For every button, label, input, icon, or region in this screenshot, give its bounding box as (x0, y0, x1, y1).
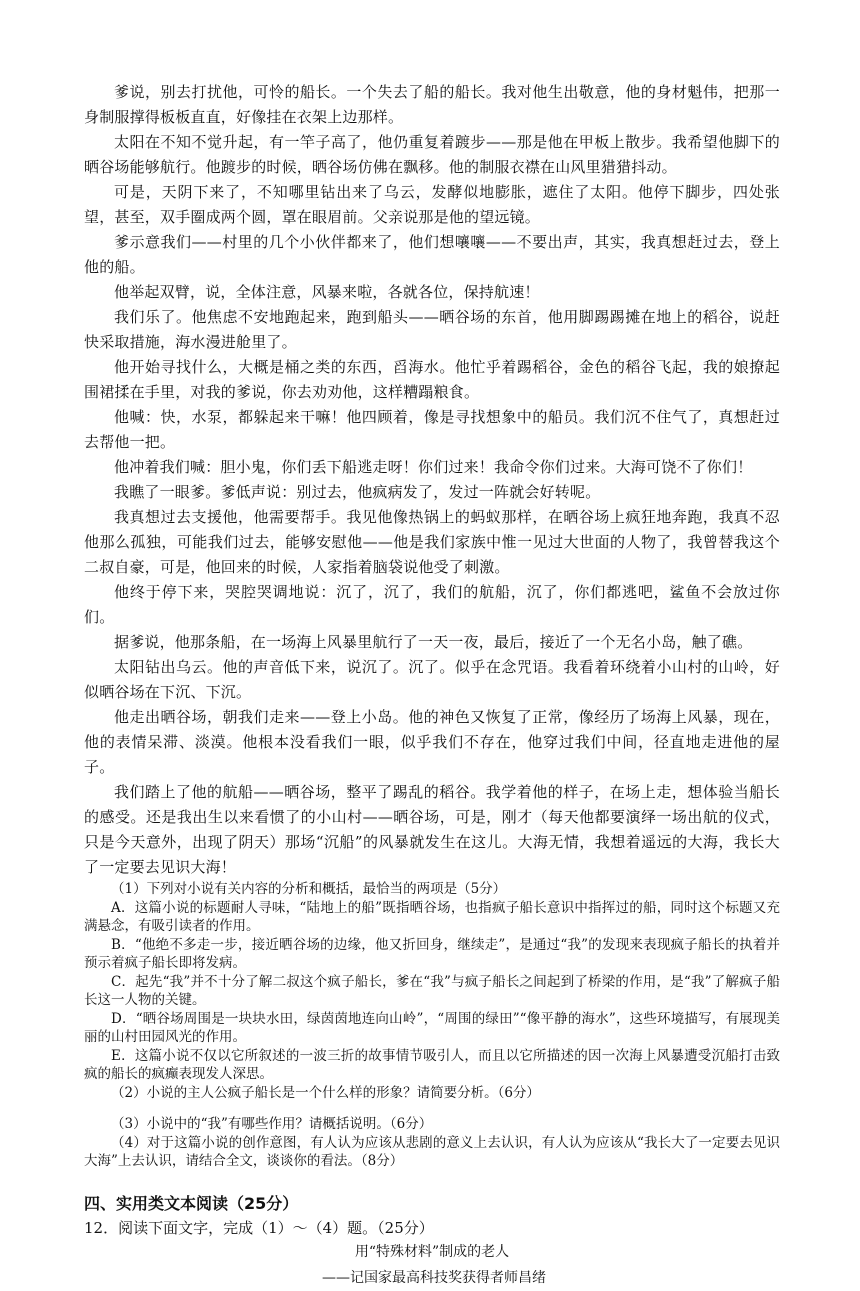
story-paragraph: 他冲着我们喊：胆小鬼，你们丢下船逃走呀！你们过来！我命令你们过来。大海可饶不了你们！ (114, 458, 753, 476)
article-title: 用“特殊材料”制成的老人 (354, 1243, 510, 1260)
story-paragraph: 他走出晒谷场，朝我们走来——登上小岛。他的神色又恢复了正常，像经历了场海上风暴，现在，他的表情呆滞、淡漠。他根本没看我们一眼，似乎我们不存在，他穿过我们中间，径直地走进他的屋子。 (84, 708, 780, 776)
option-a: A．这篇小说的标题耐人寻味，“陆地上的船”既指晒谷场，也指疯子船长意识中指挥过的船，同时这个标题又充满悬念，有吸引读者的作用。 (84, 899, 780, 934)
story-paragraph: 他喊：快，水泵，都躲起来干嘛！他四顾着，像是寻找想象中的船员。我们沉不住气了，真想赶过去帮他一把。 (84, 408, 780, 451)
question-3: （3）小说中的“我”有哪些作用？请概括说明。（6分） (111, 1116, 433, 1132)
document-page (84, 80, 780, 1291)
story-paragraph: 据爹说，他那条船，在一场海上风暴里航行了一天一夜，最后，接近了一个无名小岛，触了礁。 (114, 633, 753, 651)
story-text (84, 80, 780, 880)
story-paragraph: 他开始寻找什么，大概是桶之类的东西，舀海水。他忙乎着踢稻谷，金色的稻谷飞起，我的娘撩起围裙揉在手里，对我的爹说，你去劝劝他，这样糟蹋粮食。 (84, 358, 780, 401)
story-paragraph: 他终于停下来，哭腔哭调地说：沉了，沉了，我们的航船，沉了，你们都逃吧，鲨鱼不会放过你们。 (84, 583, 780, 626)
story-paragraph: 可是，天阴下来了，不知哪里钻出来了乌云，发酵似地膨胀，遮住了太阳。他停下脚步，四处张望，甚至，双手圈成两个圆，罩在眼眉前。父亲说那是他的望远镜。 (84, 183, 780, 226)
story-paragraph: 爹说，别去打扰他，可怜的船长。一个失去了船的船长。我对他生出敬意，他的身材魁伟，把那一身制服撑得板板直直，好像挂在衣架上边那样。 (84, 83, 780, 126)
story-paragraph: 太阳钻出乌云。他的声音低下来，说沉了。沉了。似乎在念咒语。我看着环绕着小山村的山岭，好似晒谷场在下沉、下沉。 (84, 658, 780, 701)
option-e: E．这篇小说不仅以它所叙述的一波三折的故事情节吸引人，而且以它所描述的因一次海上风暴遭受沉船打击致疯的船长的疯癫表现发人深思。 (84, 1047, 780, 1082)
story-paragraph: 他举起双臂，说，全体注意，风暴来啦，各就各位，保持航速！ (114, 283, 540, 301)
story-paragraph: 爹示意我们——村里的几个小伙伴都来了，他们想嚷嚷——不要出声，其实，我真想赶过去，登上他的船。 (84, 233, 780, 276)
story-paragraph: 我们乐了。他焦虑不安地跑起来，跑到船头——晒谷场的东首，他用脚踢踢摊在地上的稻谷，说赶快采取措施，海水漫进舱里了。 (84, 308, 780, 351)
question-4: （4）对于这篇小说的创作意图，有人认为应该从悲剧的意义上去认识，有人认为应该从“我长大了一定要去见识大海”上去认识，请结合全文，谈谈你的看法。（8分） (84, 1134, 780, 1169)
option-d: D．“晒谷场周围是一块块水田，绿茵茵地连向山岭”，“周围的绿田”“像平静的海水”，这些环境描写，有展现美丽的山村田园风光的作用。 (84, 1010, 780, 1045)
question-2: （2）小说的主人公疯子船长是一个什么样的形象？请简要分析。（6分） (111, 1084, 540, 1101)
option-b: B．“他绝不多走一步，接近晒谷场的边缘，他又折回身，继续走”，是通过“我”的发现来表现疯子船长的执着并预示着疯子船长即将发病。 (84, 936, 780, 971)
story-paragraph: 我瞧了一眼爹。爹低声说：别过去，他疯病发了，发过一阵就会好转呢。 (114, 483, 601, 501)
question-12: 12．阅读下面文字，完成（1）～（4）题。（25分） (84, 1218, 434, 1237)
story-paragraph: 我真想过去支援他，他需要帮手。我见他像热锅上的蚂蚁那样，在晒谷场上疯狂地奔跑，我真不忍他那么孤独，可能我们过去，能够安慰他——他是我们家族中惟一见过大世面的人物了，我曾替我这个二叔自豪，可是，他回来的时候，人家指着脑袋说他受了刺激。 (84, 508, 780, 576)
question-1: （1）下列对小说有关内容的分析和概括，最恰当的两项是（5分） (111, 881, 507, 897)
section-heading: 四、实用类文本阅读（25分） (84, 1193, 299, 1213)
story-paragraph: 我们踏上了他的航船——晒谷场，整平了踢乱的稻谷。我学着他的样子，在场上走，想体验当船长的感受。还是我出生以来看惯了的小山村——晒谷场，可是，刚才（每天他都要演绎一场出航的仪式，只是今天意外，出现了阴天）那场“沉船”的风暴就发生在这儿。大海无情，我想着遥远的大海，我长大了一定要去见识大海！ (84, 783, 780, 876)
story-paragraph: 太阳在不知不觉升起，有一竿子高了，他仍重复着踱步——那是他在甲板上散步。我希望他脚下的晒谷场能够航行。他踱步的时候，晒谷场仿佛在飘移。他的制服衣襟在山风里猎猎抖动。 (84, 133, 780, 176)
questions-block (84, 880, 780, 1171)
option-c: C．起先“我”并不十分了解二叔这个疯子船长，爹在“我”与疯子船长之间起到了桥梁的作用，是“我”了解疯子船长这一人物的关键。 (84, 973, 780, 1008)
section-practical-reading (84, 1193, 780, 1291)
article-subtitle: ——记国家最高科技奖获得者师昌绪 (322, 1269, 546, 1286)
